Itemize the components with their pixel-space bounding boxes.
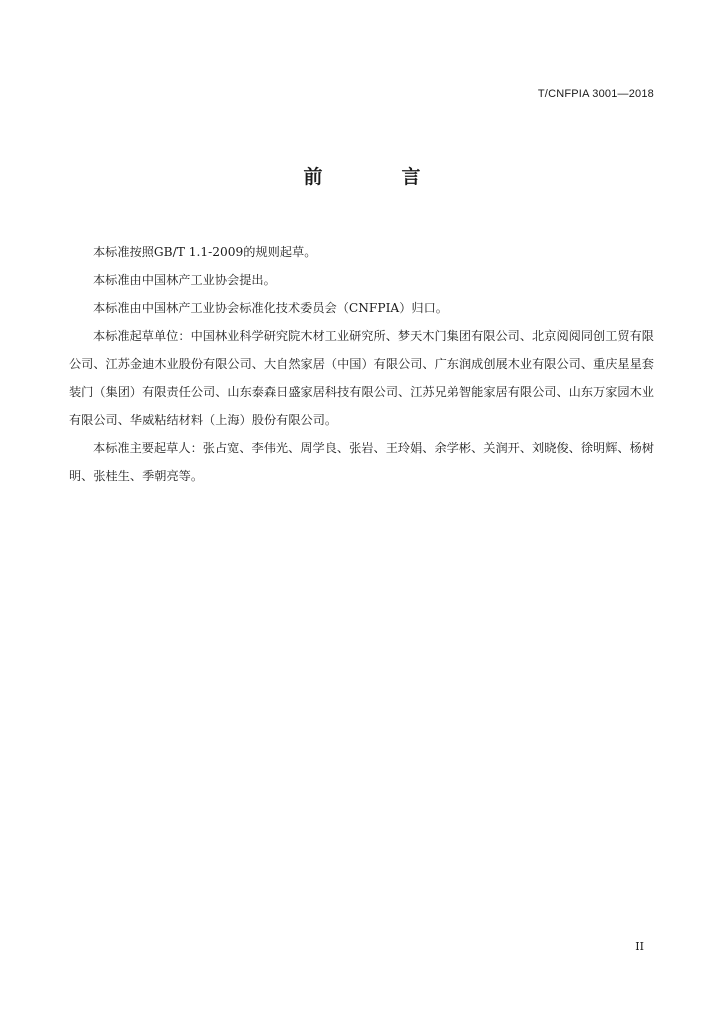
paragraph-drafting-units: 本标准起草单位：中国林业科学研究院木材工业研究所、梦天木门集团有限公司、北京阅阅同创工贸有限公司、江苏金迪木业股份有限公司、大自然家居（中国）有限公司、广东润成创展木业有限公司、重庆星星套装门（集团）有限责任公司、山东泰森日盛家居科技有限公司、江苏兄弟智能家居有限公司、山东万家园木业有限公司、华威粘结材料（上海）股份有限公司。 bbox=[69, 329, 654, 427]
standard-code: T/CNFPIA 3001—2018 bbox=[537, 88, 654, 100]
paragraph-proposer: 本标准由中国林产工业协会提出。 bbox=[93, 273, 276, 287]
paragraph-drafters: 本标准主要起草人：张占宽、李伟光、周学良、张岩、王玲娟、余学彬、关润开、刘晓俊、徐明辉、杨树明、张桂生、季朝亮等。 bbox=[69, 441, 654, 483]
page-number: II bbox=[635, 940, 644, 953]
page-title: 前 言 bbox=[303, 166, 451, 188]
foreword-body bbox=[69, 238, 654, 490]
paragraph-committee: 本标准由中国林产工业协会标准化技术委员会（CNFPIA）归口。 bbox=[93, 301, 448, 315]
paragraph-drafting-rules: 本标准按照GB/T 1.1-2009的规则起草。 bbox=[93, 245, 317, 259]
